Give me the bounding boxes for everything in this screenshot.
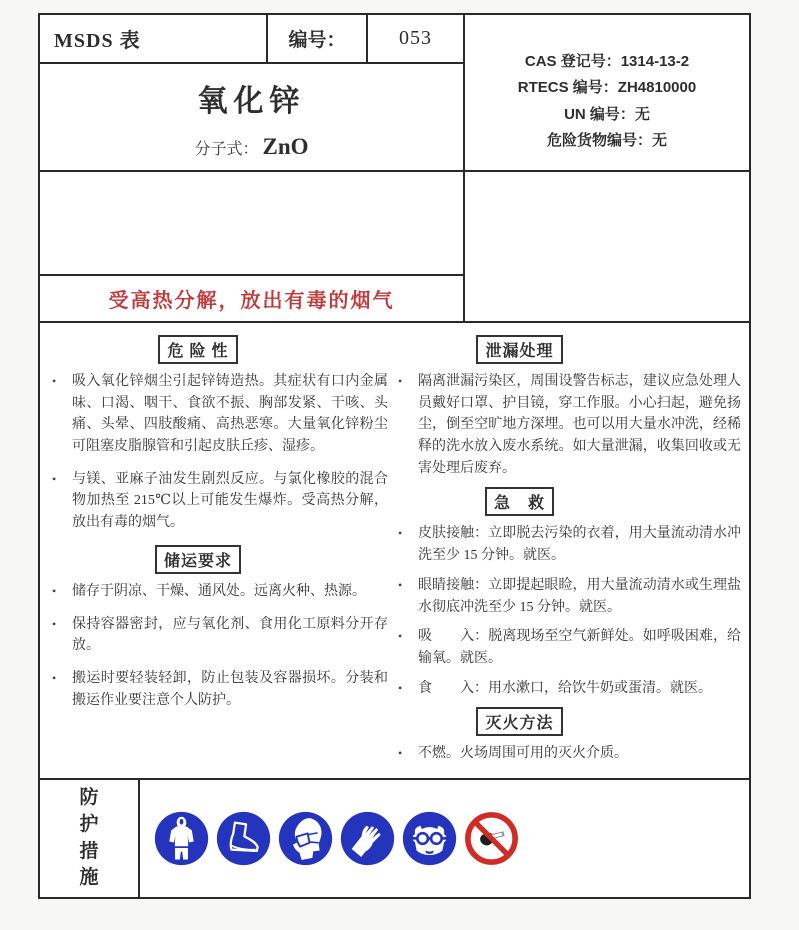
doc-number-value: 053 xyxy=(399,27,432,49)
formula-label: 分子式： xyxy=(194,141,259,158)
bullet-icon: • xyxy=(398,526,403,541)
empty-cell xyxy=(465,172,749,321)
list-item xyxy=(52,469,388,534)
section-title-leak: 泄漏处理 xyxy=(476,335,562,364)
rtecs-label: RTECS 编号： xyxy=(517,79,618,97)
cas-number-line xyxy=(525,49,689,75)
bullet-icon: • xyxy=(398,629,403,644)
protection-label-char: 施 xyxy=(79,867,99,889)
un-label: UN 编号： xyxy=(564,105,635,123)
storage-item-text: 保持容器密封，应与氧化剂、食用化工原料分开存放。 xyxy=(72,616,388,654)
doc-number-label: 编号： xyxy=(268,15,368,62)
storage-item-text: 储存于阴凉、干燥、通风处。远离火种、热源。 xyxy=(72,583,366,599)
sheet-header-block xyxy=(40,15,749,323)
leak-item-text: 隔离泄漏污染区，周围设警告标志，建议应急处理人员戴好口罩、护目镜，穿工作服。小心扫起，避免扬尘，倒至空旷地方深埋。也可以用大量水冲洗，经稀释的洗水放入废水系统。如大量泄漏，收集回收或无害处理后废弃。 xyxy=(418,374,741,476)
dangerous-goods-value: 无 xyxy=(652,131,668,149)
empty-cell xyxy=(40,172,463,276)
first-aid-item-text: 食 入：用水漱口，给饮牛奶或蛋清。就医。 xyxy=(418,680,712,696)
formula-value: ZnO xyxy=(262,134,309,159)
list-item xyxy=(398,575,741,618)
protective-clothing-icon xyxy=(154,811,209,866)
bullet-icon: • xyxy=(398,680,403,695)
rtecs-value: ZH4810000 xyxy=(617,79,697,97)
storage-item-text: 搬运时要轻装轻卸，防止包装及容器损坏。分装和搬运作业要注意个人防护。 xyxy=(72,670,388,708)
header-right-block xyxy=(465,15,749,321)
dust-mask-icon xyxy=(278,811,333,866)
dangerous-goods-label: 危险货物编号： xyxy=(546,131,652,149)
section-title-hazards: 危 险 性 xyxy=(158,335,237,364)
warning-banner-text: 受高热分解，放出有毒的烟气 xyxy=(108,290,395,312)
list-item xyxy=(52,371,388,458)
cas-value: 1314-13-2 xyxy=(620,53,690,70)
section-title-first-aid: 急 救 xyxy=(485,487,554,516)
first-aid-item-text: 眼睛接触：立即提起眼睑，用大量流动清水或生理盐水彻底冲洗至少 15 分钟。就医。 xyxy=(418,577,741,615)
list-item xyxy=(52,668,388,711)
protection-row xyxy=(40,780,749,897)
safety-boots-icon xyxy=(216,811,271,866)
bullet-icon: • xyxy=(398,577,403,592)
bullet-icon: • xyxy=(52,374,57,388)
protection-label-char: 防 xyxy=(79,787,99,809)
response-column xyxy=(392,331,741,778)
un-number-line xyxy=(564,102,650,128)
registry-info-cell xyxy=(465,15,749,172)
list-item xyxy=(398,626,741,669)
list-item xyxy=(398,678,741,700)
cas-label: CAS 登记号： xyxy=(524,53,621,70)
molecular-formula-line xyxy=(194,134,308,160)
bullet-icon: • xyxy=(52,583,57,598)
protection-icons-cell xyxy=(140,780,749,897)
un-value: 无 xyxy=(634,105,650,123)
hazard-item-text: 吸入氧化锌烟尘引起锌铸造热。其症状有口内金属味、口渴、咽干、食欲不振、胸部发紧、干咳、头痛、头晕、四肢酸痛、高热恶寒。大量氧化锌粉尘可阻塞皮脂腺管和引起皮肤丘疹、湿疹。 xyxy=(72,374,388,455)
list-item xyxy=(398,523,741,566)
list-item xyxy=(398,371,741,479)
no-smoking-icon xyxy=(464,811,519,866)
dangerous-goods-number-line xyxy=(547,128,667,154)
first-aid-item-text: 皮肤接触：立即脱去污染的衣着，用大量流动清水冲洗至少 15 分钟。就医。 xyxy=(418,526,741,564)
list-item xyxy=(52,614,388,657)
safety-goggles-icon xyxy=(402,811,457,866)
bullet-icon: • xyxy=(398,374,403,388)
main-content xyxy=(40,323,749,780)
list-item xyxy=(52,581,388,603)
bullet-icon: • xyxy=(398,746,403,761)
bullet-icon: • xyxy=(52,471,57,486)
fire-item-text: 不燃。火场周围可用的灭火介质。 xyxy=(418,746,628,762)
hazard-column xyxy=(52,331,392,778)
section-title-storage: 储运要求 xyxy=(155,545,241,574)
protection-label-char: 护 xyxy=(79,813,99,835)
protection-label-char: 措 xyxy=(79,840,99,862)
header-row xyxy=(40,15,463,64)
first-aid-item-text: 吸 入：脱离现场至空气新鲜处。如呼吸困难，给输氧。就医。 xyxy=(418,629,741,666)
hazard-item-text: 与镁、亚麻子油发生剧烈反应。与氯化橡胶的混合物加热至 215℃以上可能发生爆炸。受高热分解，放出有毒的烟气。 xyxy=(72,471,388,531)
msds-sheet xyxy=(38,13,751,899)
bullet-icon: • xyxy=(52,616,57,631)
doc-type-cell: MSDS 表 xyxy=(40,15,268,62)
warning-banner-cell xyxy=(40,276,463,321)
substance-title-cell xyxy=(40,64,463,172)
bullet-icon: • xyxy=(52,670,57,685)
protection-label-cell xyxy=(40,780,140,897)
header-left-block xyxy=(40,15,465,321)
list-item xyxy=(398,743,741,765)
section-title-fire: 灭火方法 xyxy=(476,707,562,736)
rtecs-number-line xyxy=(518,75,696,101)
substance-name: 氧化锌 xyxy=(197,85,306,118)
protective-gloves-icon xyxy=(340,811,395,866)
